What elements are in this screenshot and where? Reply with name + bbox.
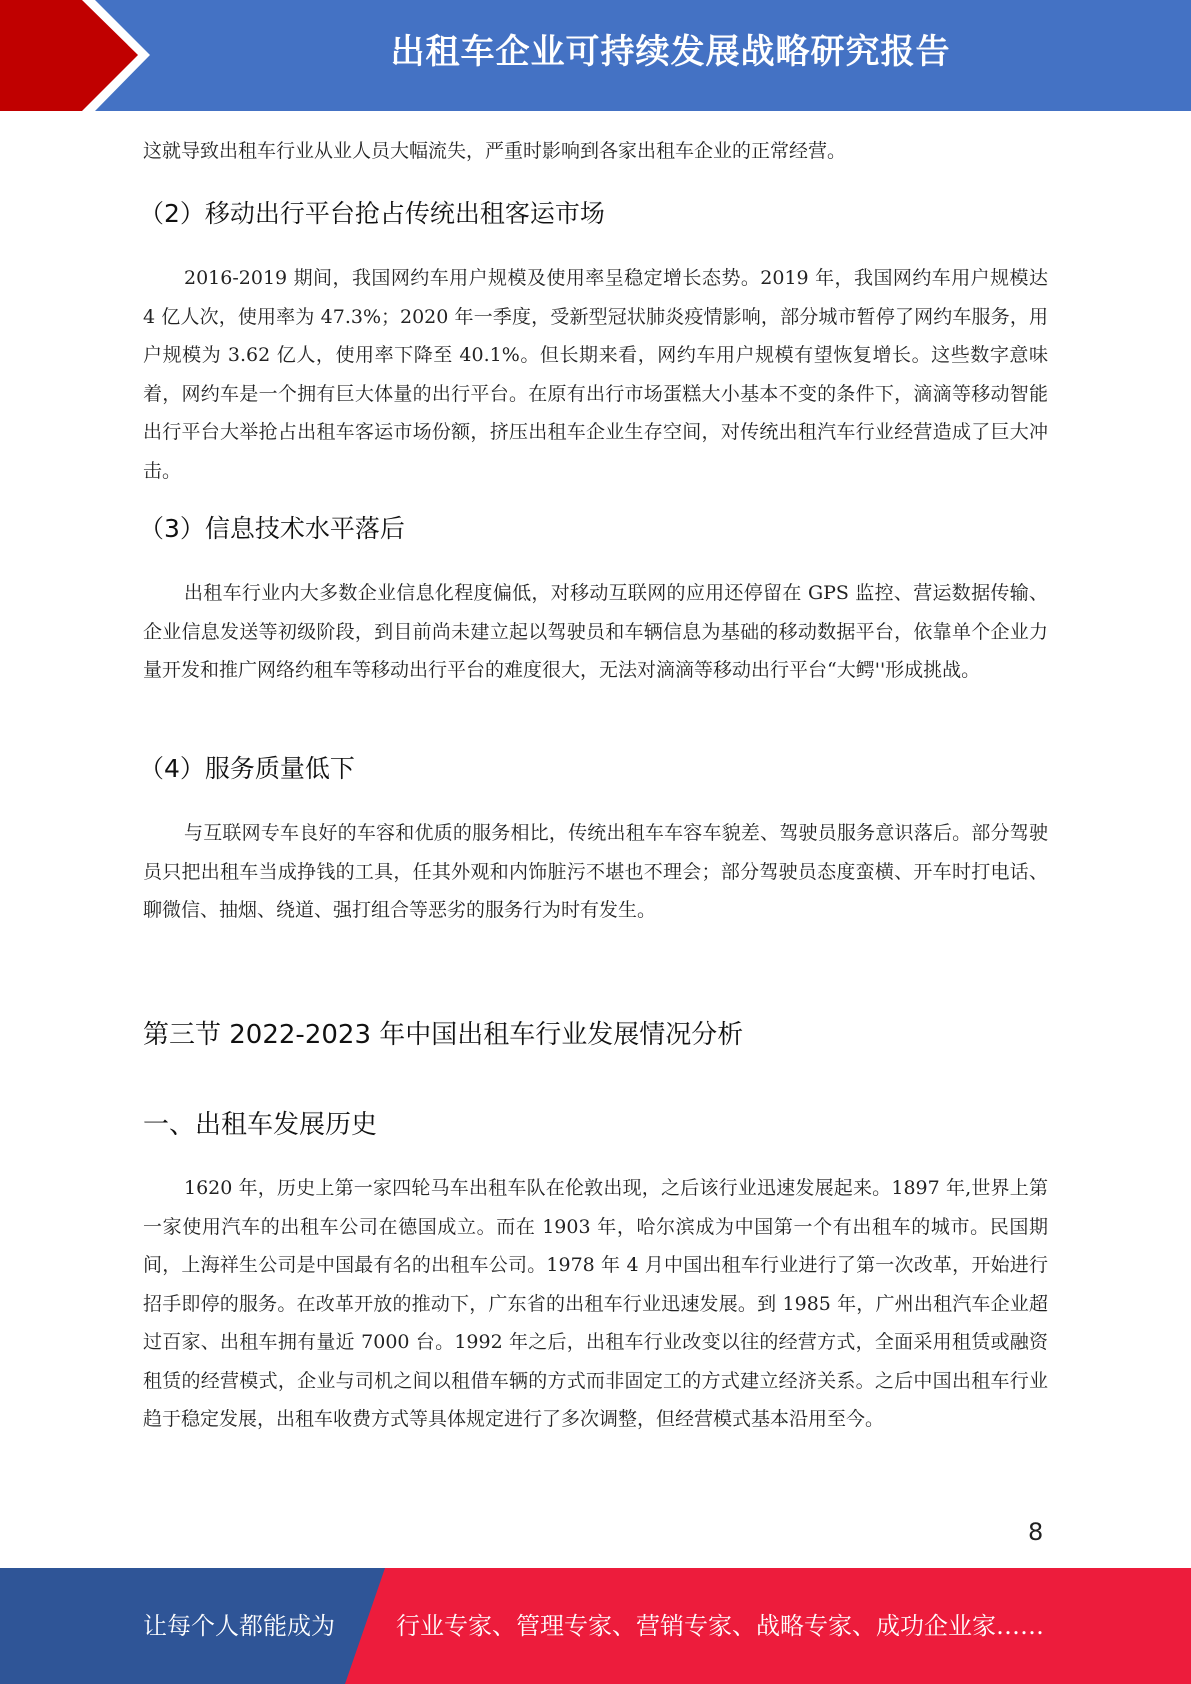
paragraph: 与互联网专车良好的车容和优质的服务相比，传统出租车车容车貌差、驾驶员服务意识落后。部分驾驶员只把出租车当成挣钱的工具，任其外观和内饰脏污不堪也不理会；部分驾驶员态度蛮横、开车时打电话、聊微信、抽烟、绕道、强打组合等恶劣的服务行为时有发生。 [143, 822, 1048, 921]
subheading: （4）服务质量低下 [139, 754, 355, 783]
header-arrow-icon [0, 0, 160, 111]
footer-slogan-right: 行业专家、管理专家、营销专家、战略专家、成功企业家…… [396, 1612, 1044, 1640]
subheading: （2）移动出行平台抢占传统出租客运市场 [139, 199, 605, 228]
section-heading: 第三节 2022-2023 年中国出租车行业发展情况分析 [143, 1020, 744, 1050]
report-title: 出租车企业可持续发展战略研究报告 [390, 32, 951, 72]
paragraph: 1620 年，历史上第一家四轮马车出租车队在伦敦出现，之后该行业迅速发展起来。1897 年,世界上第一家使用汽车的出租车公司在德国成立。而在 1903 年，哈尔滨成为中国第一个有出租车的城市。民国期间，上海祥生公司是中国最有名的出租车公司。1978 年 4 月中国出租车行业进行了第一次改革，开始进行招手即停的服务。在改革开放的推动下，广东省的出租车行业迅速发展。到 1985 年，广州出租汽车企业超过百家、出租车拥有量近 7000 台。1992 年之后，出租车行业改变以往的经营方式，全面采用租赁或融资租赁的经营模式，企业与司机之间以租借车辆的方式而非固定工的方式建立经济关系。之后中国出租车行业趋于稳定发展，出租车收费方式等具体规定进行了多次调整，但经营模式基本沿用至今。 [143, 1177, 1048, 1430]
page-footer [0, 1568, 1191, 1684]
paragraph: 2016-2019 期间，我国网约车用户规模及使用率呈稳定增长态势。2019 年，我国网约车用户规模达 4 亿人次，使用率为 47.3%；2020 年一季度，受新型冠状肺炎疫情影响，部分城市暂停了网约车服务，用户规模为 3.62 亿人，使用率下降至 40.1%。但长期来看，网约车用户规模有望恢复增长。这些数字意味着，网约车是一个拥有巨大体量的出行平台。在原有出行市场蛋糕大小基本不变的条件下，滴滴等移动智能出行平台大举抢占出租车客运市场份额，挤压出租车企业生存空间，对传统出租汽车行业经营造成了巨大冲击。 [143, 267, 1048, 482]
subheading: （3）信息技术水平落后 [139, 514, 405, 543]
page-header [0, 0, 1191, 111]
footer-slogan-left: 让每个人都能成为 [143, 1612, 335, 1640]
paragraph: 这就导致出租车行业从业人员大幅流失，严重时影响到各家出租车企业的正常经营。 [143, 140, 847, 162]
paragraph: 出租车行业内大多数企业信息化程度偏低，对移动互联网的应用还停留在 GPS 监控、营运数据传输、企业信息发送等初级阶段，到目前尚未建立起以驾驶员和车辆信息为基础的移动数据平台，依靠单个企业力量开发和推广网络约租车等移动出行平台的难度很大，无法对滴滴等移动出行平台“大鳄''形成挑战。 [143, 582, 1048, 681]
page-number: 8 [1028, 1518, 1044, 1546]
subsection-heading: 一、出租车发展历史 [143, 1110, 378, 1140]
